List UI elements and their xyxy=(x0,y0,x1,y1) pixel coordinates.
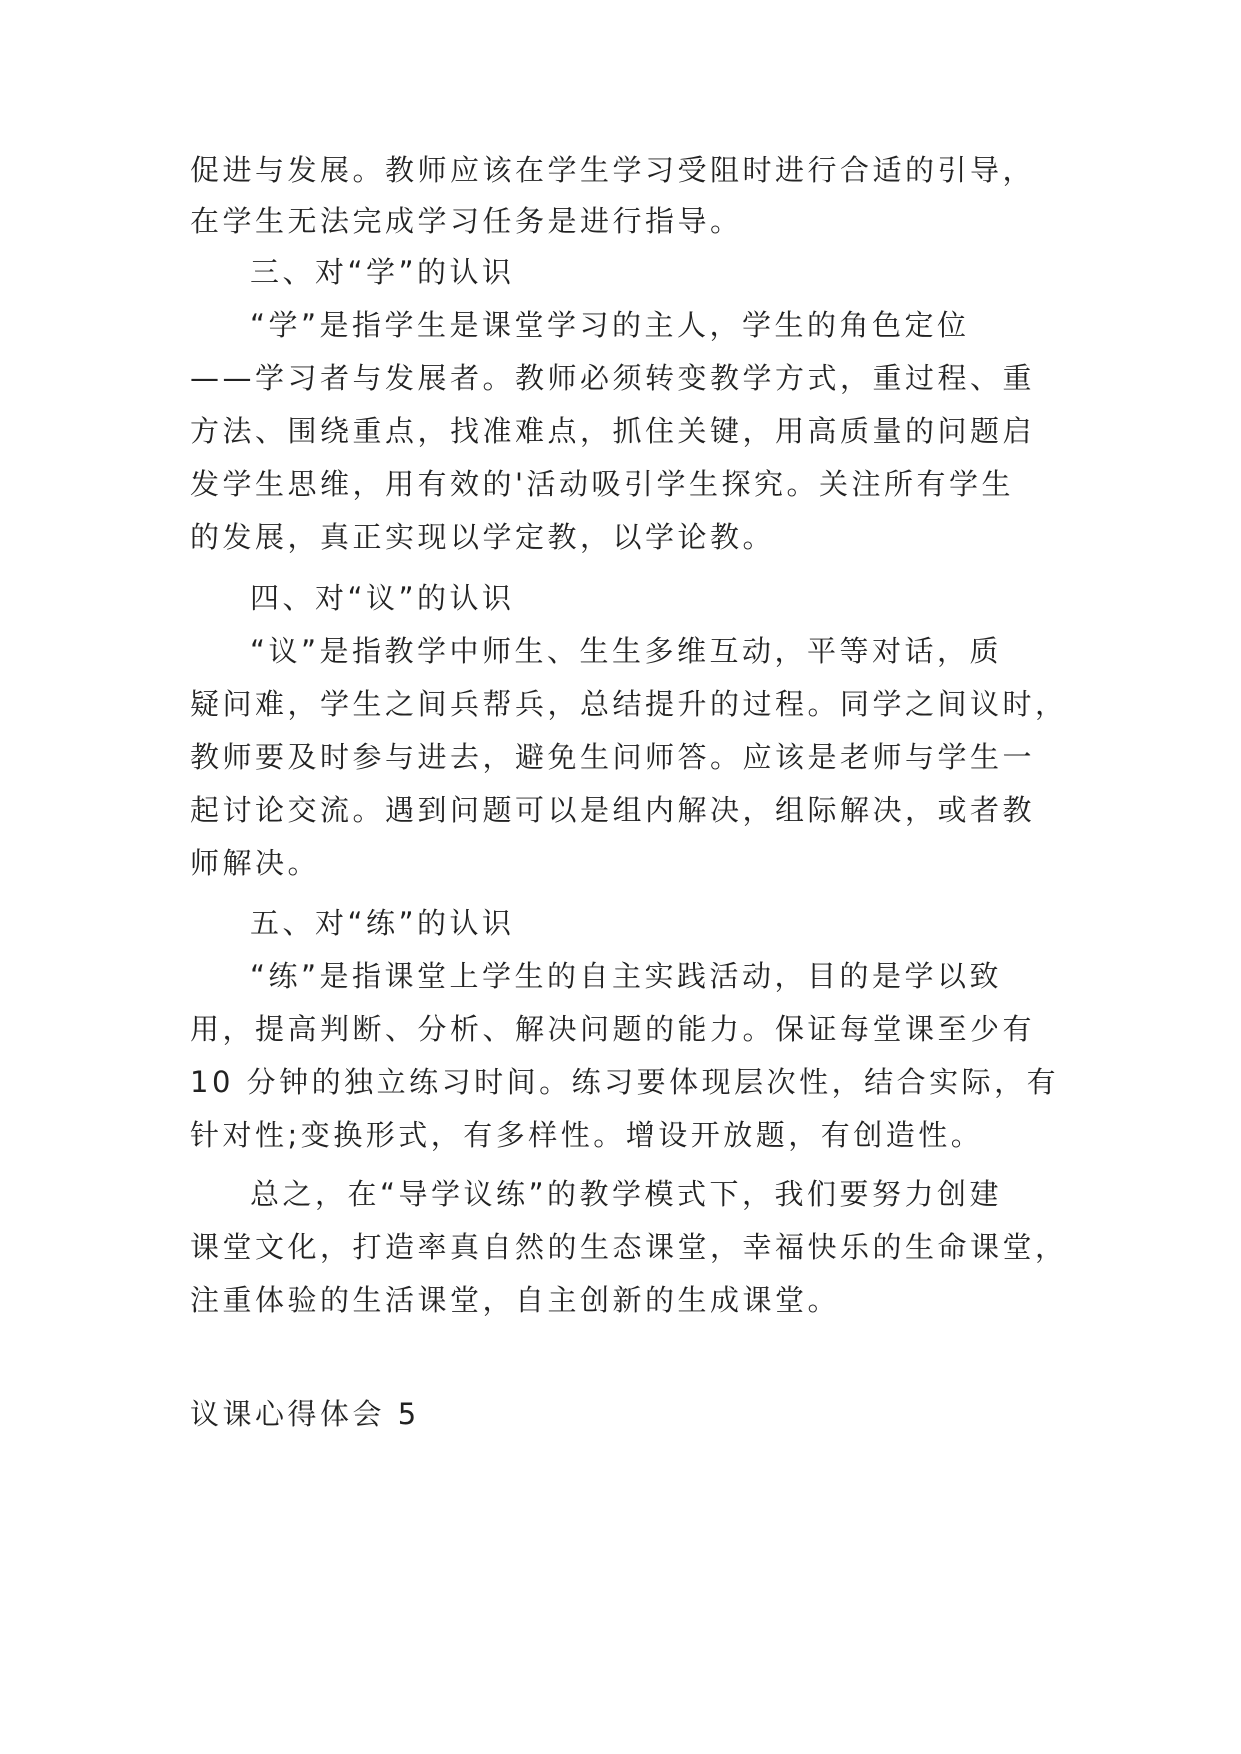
paragraph-first-line: “学”是指学生是课堂学习的主人，学生的角色定位 xyxy=(250,308,970,342)
body-text-line: 注重体验的生活课堂，自主创新的生成课堂。 xyxy=(190,1283,841,1317)
body-text-line: 课堂文化，打造率真自然的生态课堂，幸福快乐的生命课堂， xyxy=(190,1230,1068,1264)
section-heading-4: 四、对“议”的认识 xyxy=(250,581,515,615)
body-text-line: 师解决。 xyxy=(190,846,321,880)
next-article-title: 议课心得体会 5 xyxy=(190,1397,420,1431)
body-text-line: 在学生无法完成学习任务是进行指导。 xyxy=(190,204,743,238)
body-text-line: 用，提高判断、分析、解决问题的能力。保证每堂课至少有 xyxy=(190,1012,1036,1046)
paragraph-first-line: 总之，在“导学议练”的教学模式下，我们要努力创建 xyxy=(250,1177,1003,1211)
body-text-line: 发学生思维，用有效的'活动吸引学生探究。关注所有学生 xyxy=(190,467,1014,501)
paragraph-first-line: “练”是指课堂上学生的自主实践活动，目的是学以致 xyxy=(250,959,1003,993)
body-text-line: 针对性;变换形式，有多样性。增设开放题，有创造性。 xyxy=(190,1118,984,1152)
body-text-line: 教师要及时参与进去，避免生问师答。应该是老师与学生一 xyxy=(190,740,1036,774)
body-text-line: 促进与发展。教师应该在学生学习受阻时进行合适的引导， xyxy=(190,153,1036,187)
section-heading-5: 五、对“练”的认识 xyxy=(250,906,515,940)
paragraph-first-line: “议”是指教学中师生、生生多维互动，平等对话，质 xyxy=(250,634,1003,668)
body-text-line: ——学习者与发展者。教师必须转变教学方式，重过程、重 xyxy=(190,361,1036,395)
section-heading-3: 三、对“学”的认识 xyxy=(250,255,515,289)
body-text-line: 起讨论交流。遇到问题可以是组内解决，组际解决，或者教 xyxy=(190,793,1036,827)
body-text-line: 的发展，真正实现以学定教，以学论教。 xyxy=(190,520,776,554)
body-text-line: 疑问难，学生之间兵帮兵，总结提升的过程。同学之间议时， xyxy=(190,687,1068,721)
body-text-line: 方法、围绕重点，找准难点，抓住关键，用高质量的问题启 xyxy=(190,414,1036,448)
body-text-line: 10 分钟的独立练习时间。练习要体现层次性，结合实际，有 xyxy=(190,1065,1060,1099)
